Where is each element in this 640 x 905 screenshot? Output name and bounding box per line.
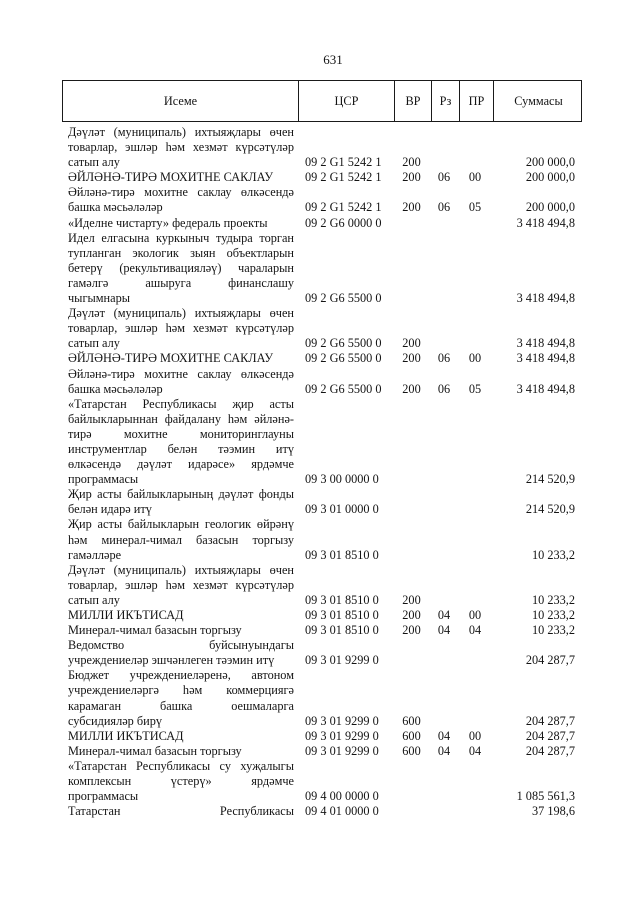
row-csr: 09 3 01 9299 0 [305,653,379,668]
row-csr: 09 3 01 9299 0 [305,713,379,728]
row-pr: 00 [468,351,482,366]
row-name-line: Әйләнә-тирә мохитне саклау өлкәсендә [68,185,294,200]
row-name-line: карамаган башка оешмаларга [68,698,294,713]
row-name [62,759,297,804]
row-vr: 200 [402,608,421,622]
row-csr: 09 2 G6 0000 0 [305,215,382,230]
row-rz: 04 [437,728,451,743]
row-sum: 3 418 494,8 [516,381,575,396]
row-name [62,367,297,397]
row-csr: 09 2 G1 5242 1 [305,200,382,215]
row-name [62,608,297,623]
table-row [62,804,582,819]
row-name-line: сатып алу [68,592,120,607]
row-name-line: Бюджет учреждениеләренә, автоном [68,668,294,683]
row-vr: 200 [402,351,421,366]
row-name-line: сатып алу [68,336,120,351]
table-row [62,729,582,744]
row-name [62,487,297,517]
row-name [62,216,297,231]
row-name-line: гамәлләре [68,547,122,562]
row-sum: 10 233,2 [531,623,575,638]
row-sum: 10 233,2 [531,592,575,607]
row-name [62,185,297,215]
row-vr: 600 [402,743,421,758]
row-vr: 200 [402,592,421,607]
row-name-line: бетерү (рекультивацияләү) чараларын [68,260,294,275]
row-name-line: субсидияләр бирү [68,713,163,728]
row-name-line: Татарстан Республикасы [68,804,294,819]
row-name [62,729,297,744]
row-sum: 200 000,0 [525,155,575,170]
row-vr: 200 [402,200,421,215]
row-pr: 05 [468,381,482,396]
row-sum: 1 085 561,3 [516,789,575,804]
row-rz: 04 [437,743,451,758]
row-csr: 09 2 G6 5500 0 [305,291,382,306]
row-sum: 3 418 494,8 [516,351,575,366]
row-name-line: учреждениеләргә һәм коммерциягә [68,683,294,698]
table-row [62,759,582,804]
header-sum: Суммасы [493,81,583,121]
row-csr: 09 4 00 0000 0 [305,789,379,804]
row-csr: 09 3 01 8510 0 [305,608,379,622]
row-sum: 204 287,7 [525,728,575,743]
row-name [62,517,297,562]
table-row [62,623,582,638]
row-sum: 10 233,2 [531,608,575,622]
row-csr: 09 3 01 8510 0 [305,592,379,607]
row-name-line: Минерал-чимал базасын торгызу [68,743,242,758]
table-row [62,487,582,517]
row-name-line: Җир асты байлыкларының дәүләт фонды [68,487,294,502]
table-row [62,185,582,215]
row-csr: 09 2 G1 5242 1 [305,155,382,170]
row-csr: 09 3 01 8510 0 [305,547,379,562]
table-row [62,351,582,366]
header-rz: Рз [431,81,459,121]
row-pr: 04 [468,743,482,758]
row-sum: 200 000,0 [525,170,575,185]
row-name-line: Минерал-чимал базасын торгызу [68,623,242,638]
row-name [62,170,297,185]
row-name-line: чыгымнары [68,291,130,306]
row-sum: 204 287,7 [525,653,575,668]
row-name-line: башка мәсьәләләр [68,381,163,396]
row-sum: 37 198,6 [531,804,575,819]
row-name [62,804,297,819]
row-vr: 200 [402,381,421,396]
row-vr: 200 [402,623,421,638]
row-pr: 05 [468,200,482,215]
row-name-line: башка мәсьәләләр [68,200,163,215]
row-vr: 200 [402,170,421,185]
table-row [62,668,582,728]
table-header [62,80,582,122]
table-row [62,367,582,397]
table-body [62,125,582,819]
row-name-line: гамәлгә ашыруга финанслашу [68,275,294,290]
row-name-line: тирә мохитне мониторинглауны [68,426,294,441]
row-sum: 3 418 494,8 [516,291,575,306]
row-rz: 04 [437,623,451,638]
row-name-line: комплексын үстерү» ярдәмче [68,774,294,789]
row-rz: 06 [437,170,451,185]
row-pr: 00 [468,728,482,743]
row-name-line: Ведомство буйсынуындагы [68,638,294,653]
row-name-line: «Татарстан Республикасы җир асты [68,396,294,411]
row-sum: 214 520,9 [525,472,575,487]
row-name-line: программасы [68,472,139,487]
row-sum: 214 520,9 [525,502,575,517]
row-name-line: программасы [68,789,139,804]
row-sum: 204 287,7 [525,743,575,758]
row-vr: 600 [402,728,421,743]
row-sum: 3 418 494,8 [516,336,575,351]
row-vr: 200 [402,336,421,351]
row-name-line: товарлар, эшләр һәм хезмәт күрсәтүләр [68,577,294,592]
table-row [62,306,582,351]
table-row [62,638,582,668]
header-name: Исеме [163,93,198,108]
row-name-line: учреждениеләр эшчәнлеген тәэмин итү [68,653,275,668]
row-name [62,668,297,728]
header-pr: ПР [459,81,493,121]
table-row [62,231,582,306]
row-pr: 00 [468,170,482,185]
row-csr: 09 3 01 9299 0 [305,743,379,758]
row-vr: 200 [402,155,421,170]
row-name-line: ӘЙЛӘНӘ-ТИРӘ МОХИТНЕ САКЛАУ [68,351,274,366]
table-row [62,170,582,185]
page-number: 631 [323,52,343,67]
row-name-line: Идел елгасына куркыныч тудыра торган [68,230,294,245]
row-csr: 09 3 00 0000 0 [305,472,379,487]
row-name-line: һәм минерал-чимал базасын торгызу [68,532,294,547]
row-name-line: Әйләнә-тирә мохитне саклау өлкәсендә [68,366,294,381]
row-name-line: белән идарә итү [68,502,152,517]
table-row [62,397,582,488]
table-row [62,608,582,623]
table-row [62,563,582,608]
row-name [62,231,297,306]
row-name-line: товарлар, эшләр һәм хезмәт күрсәтүләр [68,140,294,155]
row-rz: 06 [437,351,451,366]
row-name-line: Җир асты байлыкларын геологик өйрәнү [68,517,294,532]
row-csr: 09 3 01 0000 0 [305,502,379,517]
row-name-line: өлкәсендә дәүләт идарәсе» ярдәмче [68,457,294,472]
row-name [62,397,297,488]
row-csr: 09 2 G1 5242 1 [305,170,382,185]
row-vr: 600 [402,713,421,728]
row-name-line: МИЛЛИ ИКЪТИСАД [68,608,184,622]
row-name [62,623,297,638]
row-name-line: товарлар, эшләр һәм хезмәт күрсәтүләр [68,321,294,336]
row-name-line: инструментлар белән тәэмин итү [68,441,294,456]
table-row [62,744,582,759]
row-name-line: байлыкларыннан файдалану һәм әйләнә- [68,411,294,426]
row-rz: 06 [437,381,451,396]
row-name-line: «Иделне чистарту» федераль проекты [68,215,268,230]
header-csr: ЦСР [298,81,394,121]
row-name-line: сатып алу [68,155,120,170]
row-csr: 09 4 01 0000 0 [305,804,379,819]
row-name [62,306,297,351]
row-sum: 3 418 494,8 [516,215,575,230]
row-rz: 06 [437,200,451,215]
row-name-line: МИЛЛИ ИКЪТИСАД [68,728,184,743]
table-row [62,517,582,562]
row-csr: 09 3 01 9299 0 [305,728,379,743]
row-pr: 04 [468,623,482,638]
row-name [62,563,297,608]
row-name [62,125,297,170]
row-csr: 09 2 G6 5500 0 [305,351,382,366]
row-csr: 09 2 G6 5500 0 [305,336,382,351]
row-csr: 09 3 01 8510 0 [305,623,379,638]
row-csr: 09 2 G6 5500 0 [305,381,382,396]
row-sum: 204 287,7 [525,713,575,728]
row-pr: 00 [468,608,482,622]
table-row [62,216,582,231]
row-sum: 10 233,2 [531,547,575,562]
row-name [62,638,297,668]
budget-table [62,80,582,819]
header-vr: ВР [394,81,431,121]
row-name [62,744,297,759]
row-name-line: «Татарстан Республикасы су хуҗалыгы [68,758,294,773]
row-sum: 200 000,0 [525,200,575,215]
row-rz: 04 [437,608,451,622]
table-row [62,125,582,170]
row-name-line: Дәүләт (муниципаль) ихтыяҗлары өчен [68,562,294,577]
row-name-line: тупланган экологик зыян объектларын [68,245,294,260]
row-name-line: Дәүләт (муниципаль) ихтыяҗлары өчен [68,306,294,321]
row-name [62,351,297,366]
row-name-line: ӘЙЛӘНӘ-ТИРӘ МОХИТНЕ САКЛАУ [68,170,274,185]
row-name-line: Дәүләт (муниципаль) ихтыяҗлары өчен [68,125,294,139]
